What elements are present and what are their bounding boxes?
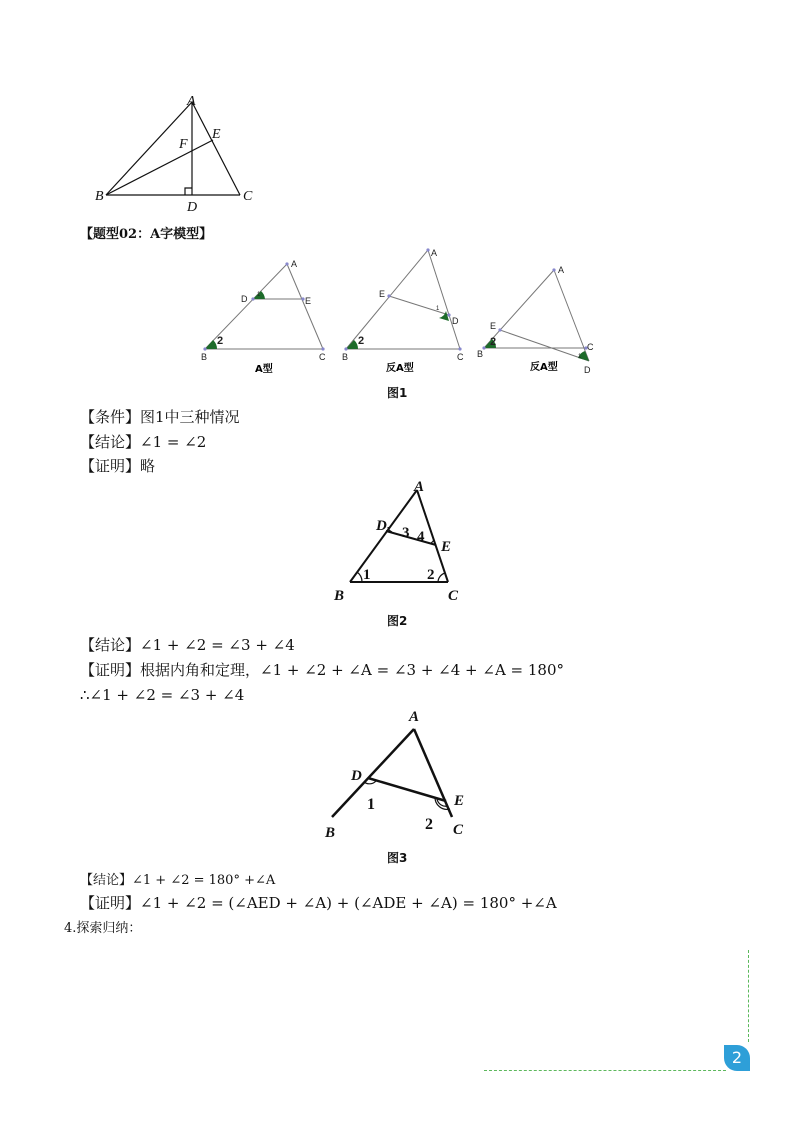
label-B: B	[95, 189, 104, 204]
block3-conclusion: 【结论】∠1 + ∠2 = 180° +∠A	[80, 873, 276, 888]
svg-text:D: D	[241, 294, 248, 304]
label-E: E	[212, 127, 221, 142]
label-D: D	[187, 200, 198, 215]
svg-text:B: B	[201, 352, 208, 362]
svg-text:4: 4	[417, 529, 425, 545]
panel-caption: A型	[255, 364, 273, 375]
item4-heading: 4.探索归纳：	[64, 921, 142, 936]
svg-text:C: C	[453, 822, 464, 838]
svg-text:1: 1	[578, 354, 582, 360]
svg-text:E: E	[305, 296, 312, 306]
figure1-panel-b	[336, 242, 476, 377]
svg-text:反A型: 反A型	[386, 363, 414, 374]
svg-text:C: C	[457, 352, 464, 362]
svg-text:A: A	[558, 265, 565, 275]
block1-proof: 【证明】略	[80, 457, 156, 475]
svg-text:A: A	[291, 259, 298, 269]
label-A: A	[187, 94, 196, 109]
svg-text:1: 1	[367, 796, 375, 813]
top-triangle-figure	[90, 90, 270, 215]
section-heading: 【题型02：A字模型】	[80, 227, 213, 242]
label-F: F	[179, 137, 188, 152]
figure1-panel-a	[195, 252, 335, 377]
svg-text:B: B	[334, 588, 345, 604]
figure3	[320, 705, 480, 845]
svg-text:1: 1	[436, 306, 440, 312]
svg-text:B: B	[342, 352, 349, 362]
block2-conclusion: 【结论】∠1 + ∠2 = ∠3 + ∠4	[80, 636, 295, 654]
svg-text:D: D	[351, 768, 362, 784]
svg-text:1: 1	[363, 567, 371, 583]
figure2	[330, 475, 470, 610]
block2-therefore: ∴∠1 + ∠2 = ∠3 + ∠4	[80, 686, 245, 704]
label-C: C	[243, 189, 253, 204]
figure1-caption: 图1	[387, 386, 408, 400]
block1-condition: 【条件】图1中三种情况	[80, 408, 240, 426]
svg-text:E: E	[379, 289, 386, 299]
svg-text:B: B	[325, 825, 336, 841]
svg-text:C: C	[319, 352, 326, 362]
corner-vertical-dashed-line	[748, 950, 749, 1042]
page-number-badge: 2	[724, 1045, 750, 1071]
svg-text:2: 2	[490, 336, 497, 348]
svg-text:C: C	[448, 588, 459, 604]
corner-horizontal-dashed-line	[484, 1070, 726, 1071]
angle-mark-2	[205, 340, 217, 349]
figure3-caption: 图3	[387, 851, 408, 865]
svg-text:C: C	[587, 342, 594, 352]
svg-text:2: 2	[358, 335, 365, 347]
svg-text:A: A	[409, 709, 420, 725]
svg-text:1: 1	[257, 292, 261, 298]
svg-text:2: 2	[217, 335, 224, 347]
svg-text:D: D	[452, 316, 459, 326]
block2-proof: 【证明】根据内角和定理，∠1 + ∠2 + ∠A = ∠3 + ∠4 + ∠A = 180°	[80, 661, 565, 679]
figure1-panel-c	[474, 258, 609, 378]
svg-text:3: 3	[402, 525, 410, 541]
svg-text:E: E	[441, 539, 452, 555]
block1-conclusion: 【结论】∠1 = ∠2	[80, 433, 207, 451]
svg-text:反A型: 反A型	[530, 362, 558, 373]
svg-text:E: E	[454, 793, 465, 809]
svg-text:D: D	[584, 365, 591, 375]
svg-text:A: A	[414, 479, 425, 495]
svg-text:2: 2	[427, 567, 435, 583]
figure2-caption: 图2	[387, 614, 408, 628]
svg-text:B: B	[477, 349, 484, 359]
svg-text:D: D	[376, 518, 387, 534]
svg-text:2: 2	[425, 816, 433, 833]
svg-text:E: E	[490, 321, 497, 331]
svg-text:A: A	[431, 248, 438, 258]
block3-proof: 【证明】∠1 + ∠2 = (∠AED + ∠A) + (∠ADE + ∠A) = 180° +∠A	[80, 894, 557, 912]
